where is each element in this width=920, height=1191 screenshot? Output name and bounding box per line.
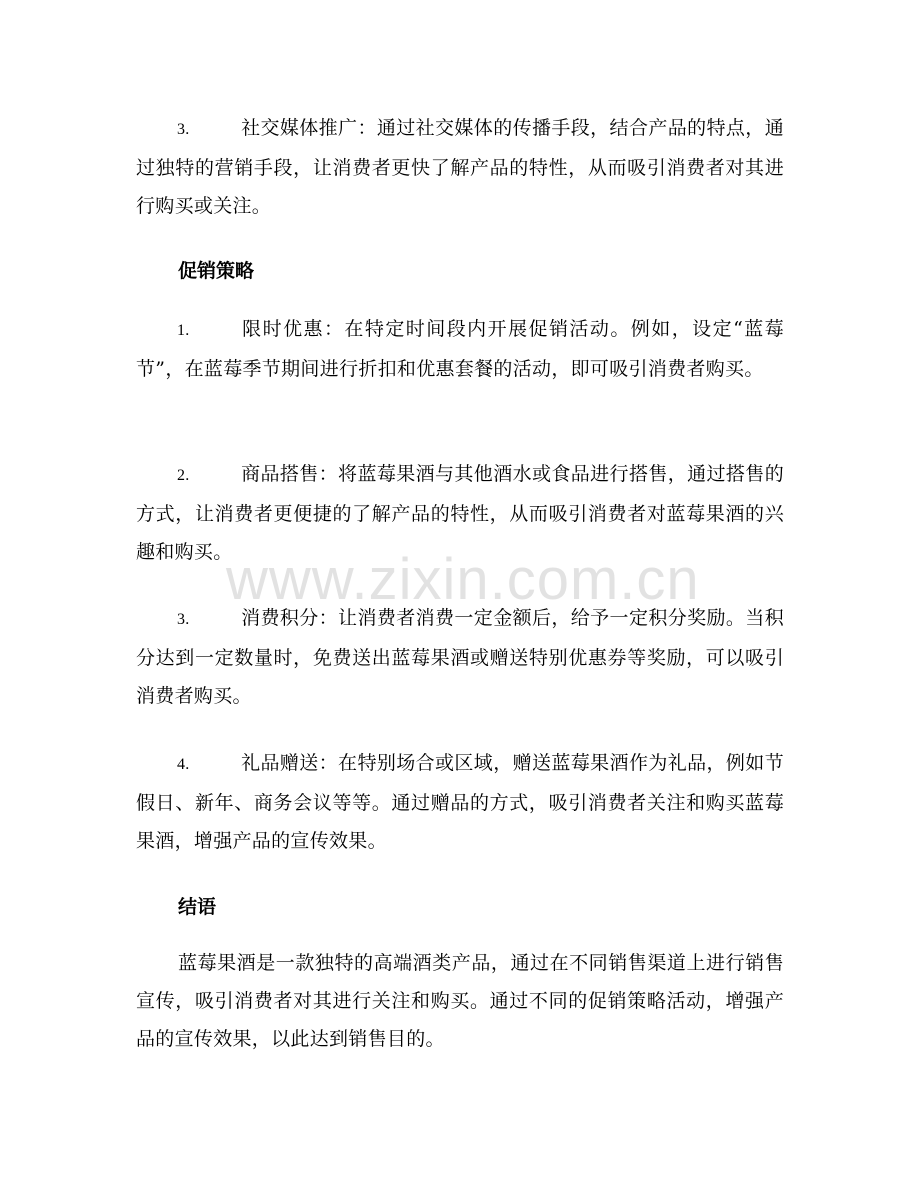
list-item-text: 商品搭售：将蓝莓果酒与其他酒水或食品进行搭售，通过搭售的方式，让消费者更便捷的了解产品的特性，从而吸引消费者对蓝莓果酒的兴趣和购买。 bbox=[136, 463, 784, 563]
list-item-bundle-sale bbox=[136, 455, 784, 571]
list-number: 2. bbox=[177, 467, 190, 484]
list-item-points bbox=[136, 599, 784, 715]
section-heading-conclusion: 结语 bbox=[178, 896, 217, 918]
list-number: 4. bbox=[177, 756, 190, 773]
list-number: 3. bbox=[177, 121, 190, 138]
list-number: 3. bbox=[177, 611, 190, 628]
section-heading-promotion: 促销策略 bbox=[178, 260, 255, 282]
list-item-text: 消费积分：让消费者消费一定金额后，给予一定积分奖励。当积分达到一定数量时，免费送出蓝莓果酒或赠送特别优惠券等奖励，可以吸引消费者购买。 bbox=[136, 607, 784, 707]
list-item-limited-offer bbox=[136, 310, 784, 388]
conclusion-paragraph: 蓝莓果酒是一款独特的高端酒类产品，通过在不同销售渠道上进行销售宣传，吸引消费者对其进行关注和购买。通过不同的促销策略活动，增强产品的宣传效果，以此达到销售目的。 bbox=[136, 952, 784, 1050]
list-number: 1. bbox=[177, 322, 190, 339]
list-item-text: 礼品赠送：在特别场合或区域，赠送蓝莓果酒作为礼品，例如节假日、新年、商务会议等等。通过赠品的方式，吸引消费者关注和购买蓝莓果酒，增强产品的宣传效果。 bbox=[136, 752, 784, 852]
list-item-text: 社交媒体推广：通过社交媒体的传播手段，结合产品的特点，通过独特的营销手段，让消费者更快了解产品的特性，从而吸引消费者对其进行购买或关注。 bbox=[136, 117, 784, 217]
list-item-text: 限时优惠：在特定时间段内开展促销活动。例如，设定“蓝莓节”，在蓝莓季节期间进行折扣和优惠套餐的活动，即可吸引消费者购买。 bbox=[136, 318, 784, 380]
watermark: www.zixin.com.cn bbox=[226, 547, 700, 612]
list-item-social-media bbox=[136, 109, 784, 225]
list-item-gift bbox=[136, 744, 784, 860]
